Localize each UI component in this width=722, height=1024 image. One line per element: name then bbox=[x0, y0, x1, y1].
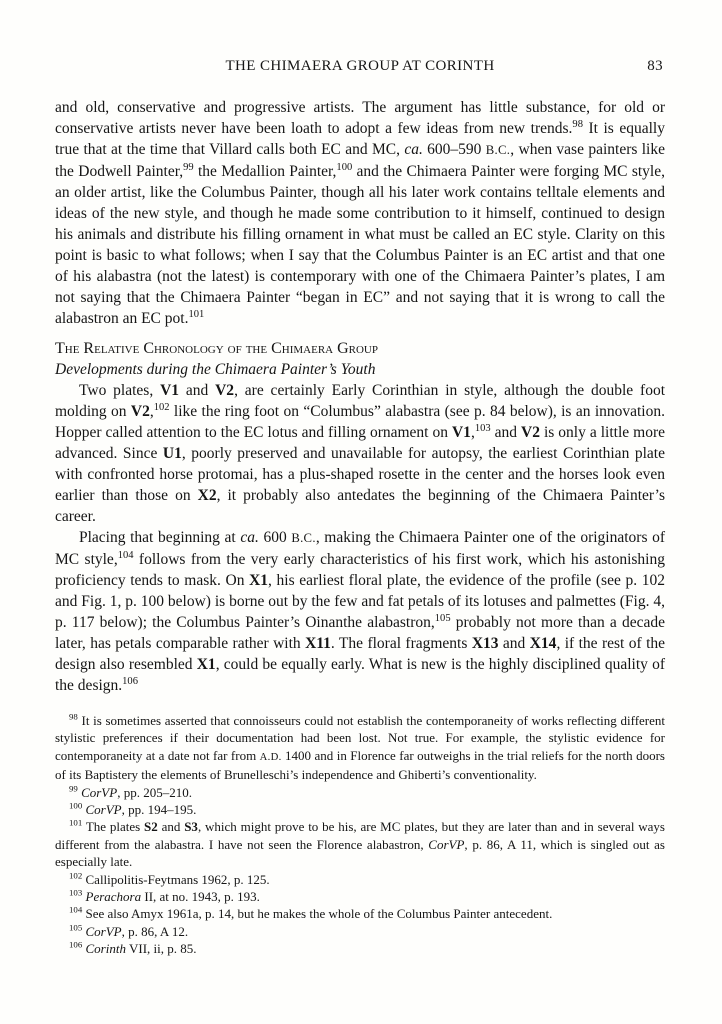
footnote-number: 103 bbox=[69, 887, 83, 898]
footnote: $^{102}$ Callipolitis-Feytmans 1962, p. 125. bbox=[69, 870, 270, 887]
footnote-number: 105 bbox=[69, 922, 83, 933]
footnote-number: 104 bbox=[69, 905, 83, 916]
footnote-number: 101 bbox=[69, 818, 83, 829]
footnote: $^{103}$ Perachora II, at no. 1943, p. 193. bbox=[69, 887, 260, 905]
sub-heading: Developments during the Chimaera Painter’s Youth bbox=[55, 361, 376, 378]
footnote-number: 98 bbox=[69, 711, 78, 722]
footnote: $^{99}$ CorVP, pp. 205–210. bbox=[69, 783, 192, 800]
footnote-number: 102 bbox=[69, 870, 83, 881]
footnote-number: 99 bbox=[69, 783, 78, 794]
footnote-number: 106 bbox=[69, 939, 83, 950]
body-content bbox=[55, 97, 665, 696]
page-number: 83 bbox=[647, 58, 663, 74]
footnote-number: 100 bbox=[69, 800, 83, 811]
paragraph: and old, conservative and progressive artists. The argument has little substance, for old or conservative artists never have been loath to adopt a few ideas from new trends.$^{98}$ It is equally true that at the time that Villard calls both EC and MC, ca. 600–590 B.C., when vase painters like the Dodwell Painter,$^{99}$ the Medallion Painter,$^{100}$ and the Chimaera Painter were forging MC style, an older artist, like the Columbus Painter, though all his later work contains telltale elements and ideas of the new style, and though he made some contribution to it himself, continued to design his animals and distribute his filling ornament in what must be called an EC style. Clarity on this point is basic to what follows; when I say that the Columbus Painter is an EC artist and that one of his alabastra (not the latest) is contemporary with one of the Chimaera Painter’s plates, I am not saying that the Chimaera Painter “began in EC” and not saying that it is wrong to call the alabastron an EC pot.$^{101}$ bbox=[55, 99, 665, 327]
footnotes bbox=[55, 712, 665, 958]
footnote: $^{101}$ The plates S2 and S3, which might prove to be his, are MC plates, but they are later than and in several ways different from the alabastra. I have not seen the Florence alabastron, CorVP, p. 86, A 11, which is singled out as especially late. bbox=[55, 818, 665, 870]
paragraph: Two plates, V1 and V2, are certainly Early Corinthian in style, although the double foot molding on V2,$^{102}$ like the ring foot on “Columbus” alabastra (see p. 84 below), is an innovation. Hopper called attention to the EC lotus and filling ornament on V1,$^{103}$ and V2 is only a little more advanced. Since U1, poorly preserved and unavailable for autopsy, the earliest Corinthian plate with confronted horse protomai, has a plus-shaped rosette in the center and the horses look even earlier than those on X2, it probably also antedates the beginning of the Chimaera Painter’s career. bbox=[55, 382, 665, 525]
running-head: THE CHIMAERA GROUP AT CORINTH bbox=[225, 58, 495, 74]
footnote: $^{104}$ See also Amyx 1961a, p. 14, but he makes the whole of the Columbus Painter antecedent. bbox=[69, 905, 553, 922]
footnote: $^{105}$ CorVP, p. 86, A 12. bbox=[69, 922, 189, 939]
section-heading: The Relative Chronology of the Chimaera Group bbox=[55, 340, 378, 357]
footnote: $^{100}$ CorVP, pp. 194–195. bbox=[69, 800, 197, 818]
footnote: $^{106}$ Corinth VII, ii, p. 85. bbox=[69, 939, 197, 957]
paragraph: Placing that beginning at ca. 600 B.C., making the Chimaera Painter one of the originators of MC style,$^{104}$ follows from the very early characteristics of his first work, which his astonishing proficiency tends to mask. On X1, his earliest floral plate, the evidence of the profile (see p. 102 and Fig. 1, p. 100 below) is borne out by the few and fat petals of its lotuses and palmettes (Fig. 4, p. 117 below); the Columbus Painter’s Oinanthe alabastron,$^{105}$ probably not more than a decade later, has petals comparable rather with X11. The floral fragments X13 and X14, if the rest of the design also resembled X1, could be equally early. What is new is the highly disciplined quality of the design.$^{106}$ bbox=[55, 529, 666, 694]
footnote: $^{98}$ It is sometimes asserted that connoisseurs could not establish the contemporaneity of works reflecting different stylistic preferences if their documentation had been lost. Not true. For example, the stylistic evidence for contemporaneity at a date not far from A.D. 1400 and in Florence far outweighs in the trial reliefs for the north doors of its Baptistery the elements of Brunelleschi’s independence and Ghiberti’s conventionality. bbox=[55, 711, 665, 783]
page-header bbox=[55, 58, 665, 75]
